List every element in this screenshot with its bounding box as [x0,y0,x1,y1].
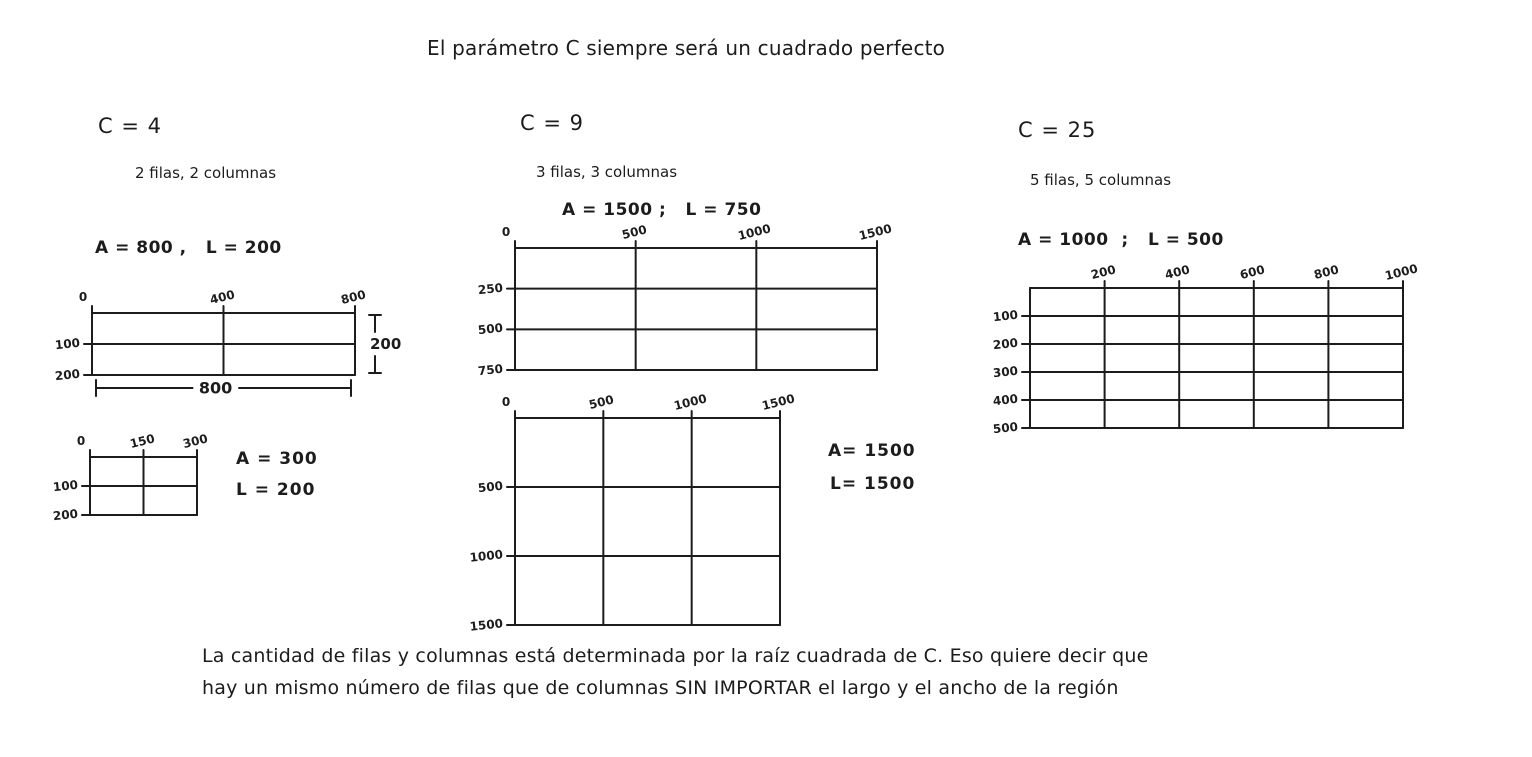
section-c4-params: A = 800 , L = 200 [95,238,282,258]
grid-c25 [992,261,1420,437]
grid-tick-label-left: 200 [54,366,81,384]
grid-c4-main [54,287,402,398]
section-c9-params: A = 1500 ; L = 750 [562,200,762,220]
grid-tick-label-left: 300 [992,363,1019,381]
grid-tick-label-top: 500 [587,392,616,413]
grid-tick-label-left: 1000 [468,547,504,565]
grid-tick-label-left: 250 [477,280,504,297]
grid-tick-label-left: 200 [992,335,1019,353]
section-c4-subtitle: 2 filas, 2 columnas [135,164,277,182]
grid-c4-small-length-label: L = 200 [236,480,316,500]
grid-tick-label-left: 750 [477,361,504,379]
grid-c9-wide [477,221,894,379]
grid-tick-label-left: 500 [477,321,504,338]
grid-tick-label-top: 150 [127,431,156,452]
grid-tick-label-top: 1000 [672,391,708,414]
grid-c4-small [52,431,210,524]
grid-tick-label-top: 1500 [857,221,894,244]
grid-tick-label-left: 1500 [468,616,504,634]
grid-tick-label-top: 0 [76,434,86,448]
section-c9-label: C = 9 [520,111,584,135]
grid-width-dimension-label: 800 [193,379,238,398]
section-c25-subtitle: 5 filas, 5 columnas [1030,171,1172,189]
grid-tick-label-left: 500 [477,478,504,496]
grid-tick-label-top: 1000 [1383,261,1420,284]
grid-tick-label-left: 100 [54,335,81,353]
footer-line-2: hay un mismo número de filas que de columnas SIN IMPORTAR el largo y el ancho de la región [202,677,1119,699]
grid-tick-label-left: 400 [992,391,1019,409]
grid-tick-label-top: 0 [501,225,511,239]
grid-tick-label-left: 500 [992,419,1019,437]
grid-c9-square-length-label: L= 1500 [830,474,916,494]
grid-tick-label-top: 0 [78,290,88,304]
grid-tick-label-left: 200 [52,506,79,524]
section-c9-subtitle: 3 filas, 3 columnas [536,163,678,181]
grid-tick-label-top: 1000 [736,221,773,244]
grid-tick-label-top: 400 [1163,262,1192,283]
grid-c4-small-area-label: A = 300 [236,449,318,469]
section-c4-label: C = 4 [98,114,162,138]
grid-tick-label-top: 200 [1089,262,1117,283]
grid-tick-label-top: 300 [181,431,210,452]
grid-tick-label-top: 800 [339,287,368,308]
grid-c9-square [468,391,797,634]
grid-tick-label-top: 0 [501,395,511,409]
grid-tick-label-left: 100 [992,307,1019,325]
section-c25-params: A = 1000 ; L = 500 [1018,230,1224,250]
grid-tick-label-left: 100 [52,477,79,495]
section-c25-label: C = 25 [1018,118,1097,142]
grid-c9-square-area-label: A= 1500 [828,441,916,461]
grid-height-dimension-label: 200 [370,335,402,353]
grid-tick-label-top: 1500 [760,391,797,414]
diagram-title: El parámetro C siempre será un cuadrado perfecto [427,36,946,60]
grid-tick-label-top: 800 [1312,262,1341,283]
grid-tick-label-top: 600 [1238,262,1266,283]
grid-tick-label-top: 400 [207,287,236,308]
footer-line-1: La cantidad de filas y columnas está determinada por la raíz cuadrada de C. Eso quiere decir que [202,645,1149,667]
grid-tick-label-top: 500 [620,222,648,243]
